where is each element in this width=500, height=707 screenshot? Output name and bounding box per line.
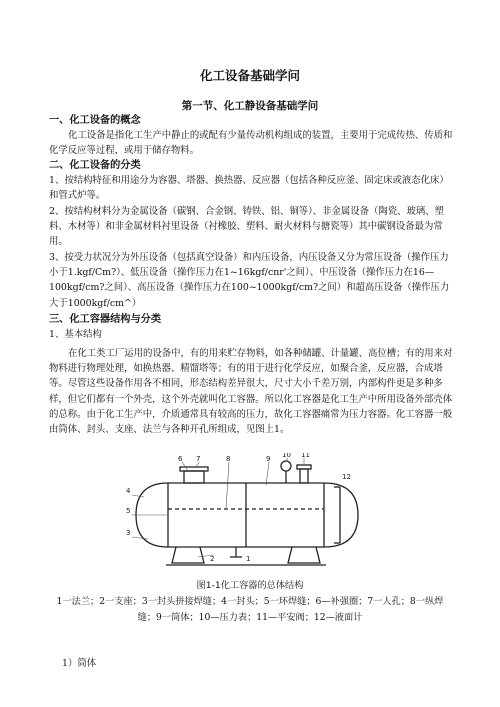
figure-label-11: 11 — [301, 453, 310, 459]
figure-label-2: 2 — [210, 555, 215, 563]
support-left — [172, 547, 204, 563]
heading-structure: 三、化工容器结构与分类 — [49, 314, 162, 325]
manway — [184, 471, 204, 483]
figure-label-4: 4 — [126, 487, 131, 495]
document-title: 化工设备基础学问 — [199, 68, 300, 83]
figure-label-9: 9 — [266, 455, 271, 463]
paragraph-class-2: 2、按结构材料分为金属设备（碳钢、合金钢、铸铁、铝、铜等）、非金属设备（陶瓷、玻璃、塑料、木材等）和非金属材料衬里设备（衬橡胶、塑料、耐火材料与搪瓷等）其中碳钢设备最为常用。 — [49, 206, 445, 248]
list-item-shell: 1）筒体 — [62, 658, 97, 669]
paragraph-structure: 在化工类工厂运用的设备中，有的用来贮存物料，如各种储罐、计量罐、高位槽；有的用来对物料进行物理处理，如换热器、精馏塔等；有的用于进行化学反应，如聚合釜，反应器，合成塔等。尽管这些设备作用各不相同，形态结构差异很大，尺寸大小千差万别，内部构件更是多种多样，但它们都有一个外壳，这个外壳就叫化工容器。所以化工容器是化工生产中所用设备外部壳体的总称。由于化工生产中，介质通常具有较高的压力，故化工容器痛常为压力容器。化工容器一般由筒体、封头、支座、法兰与各种开孔所组成，见图上1。 — [49, 348, 453, 436]
figure-label-8: 8 — [226, 455, 231, 463]
figure-label-1: 1 — [246, 555, 251, 563]
heading-concept: 一、化工设备的概念 — [49, 115, 141, 126]
vessel-diagram — [126, 453, 374, 573]
figure-label-7: 7 — [196, 455, 201, 463]
paragraph-class-3: 3、按受力状况分为外压设备（包括真空设备）和内压设备，内压设备又分为常压设备（操作压力小于1.kgf∕Cm?）、低压设备（操作压力在1~16kgf∕cnr'之间）、中压设备（操作压力在16—100kgf/cm?之间）、高压设备（操作压力在100~1000kgf/cm?之间）和超高压设备（操作压力大于1000kgf∕cm^） — [49, 252, 450, 309]
subheading-basic-structure: 1、基本结构 — [49, 329, 102, 340]
figure-legend: 1一法兰；2一支座；3一封头拼接焊缝；4一封头；5一环焊缝；6—补强圈；7一人孔；8一纵焊缝；9一筒体；10—压力表；11—平安阀；12—液面计 — [56, 596, 444, 623]
figure-label-12: 12 — [342, 473, 351, 481]
figure-container-diagram — [126, 453, 374, 573]
paragraph-class-1: 1、按结构特征和用途分为容器、塔器、换热器、反应器（包括各种反应釜、固定床或液态化床）和管式炉等。 — [49, 175, 449, 202]
support-right — [288, 547, 320, 563]
figure-label-5: 5 — [126, 507, 131, 515]
figure-label-6: 6 — [178, 455, 183, 463]
heading-classification: 二、化工设备的分类 — [49, 160, 141, 171]
figure-label-3: 3 — [126, 529, 131, 537]
pressure-gauge — [281, 461, 291, 471]
safety-valve-cap — [297, 465, 311, 469]
manway-flange — [180, 467, 208, 471]
section-title: 第一节、化工静设备基础学问 — [181, 100, 319, 112]
figure-caption: 图1-1化工容器的总体结构 — [196, 580, 304, 591]
figure-label-10: 10 — [282, 453, 291, 459]
vessel-shell — [136, 483, 358, 547]
paragraph-concept: 化工设备是指化工生产中静止的或配有少量传动机构组成的装置，主要用于完成传热、传质和化学反应等过程，或用于储存物料。 — [49, 130, 453, 157]
safety-valve — [300, 469, 308, 483]
